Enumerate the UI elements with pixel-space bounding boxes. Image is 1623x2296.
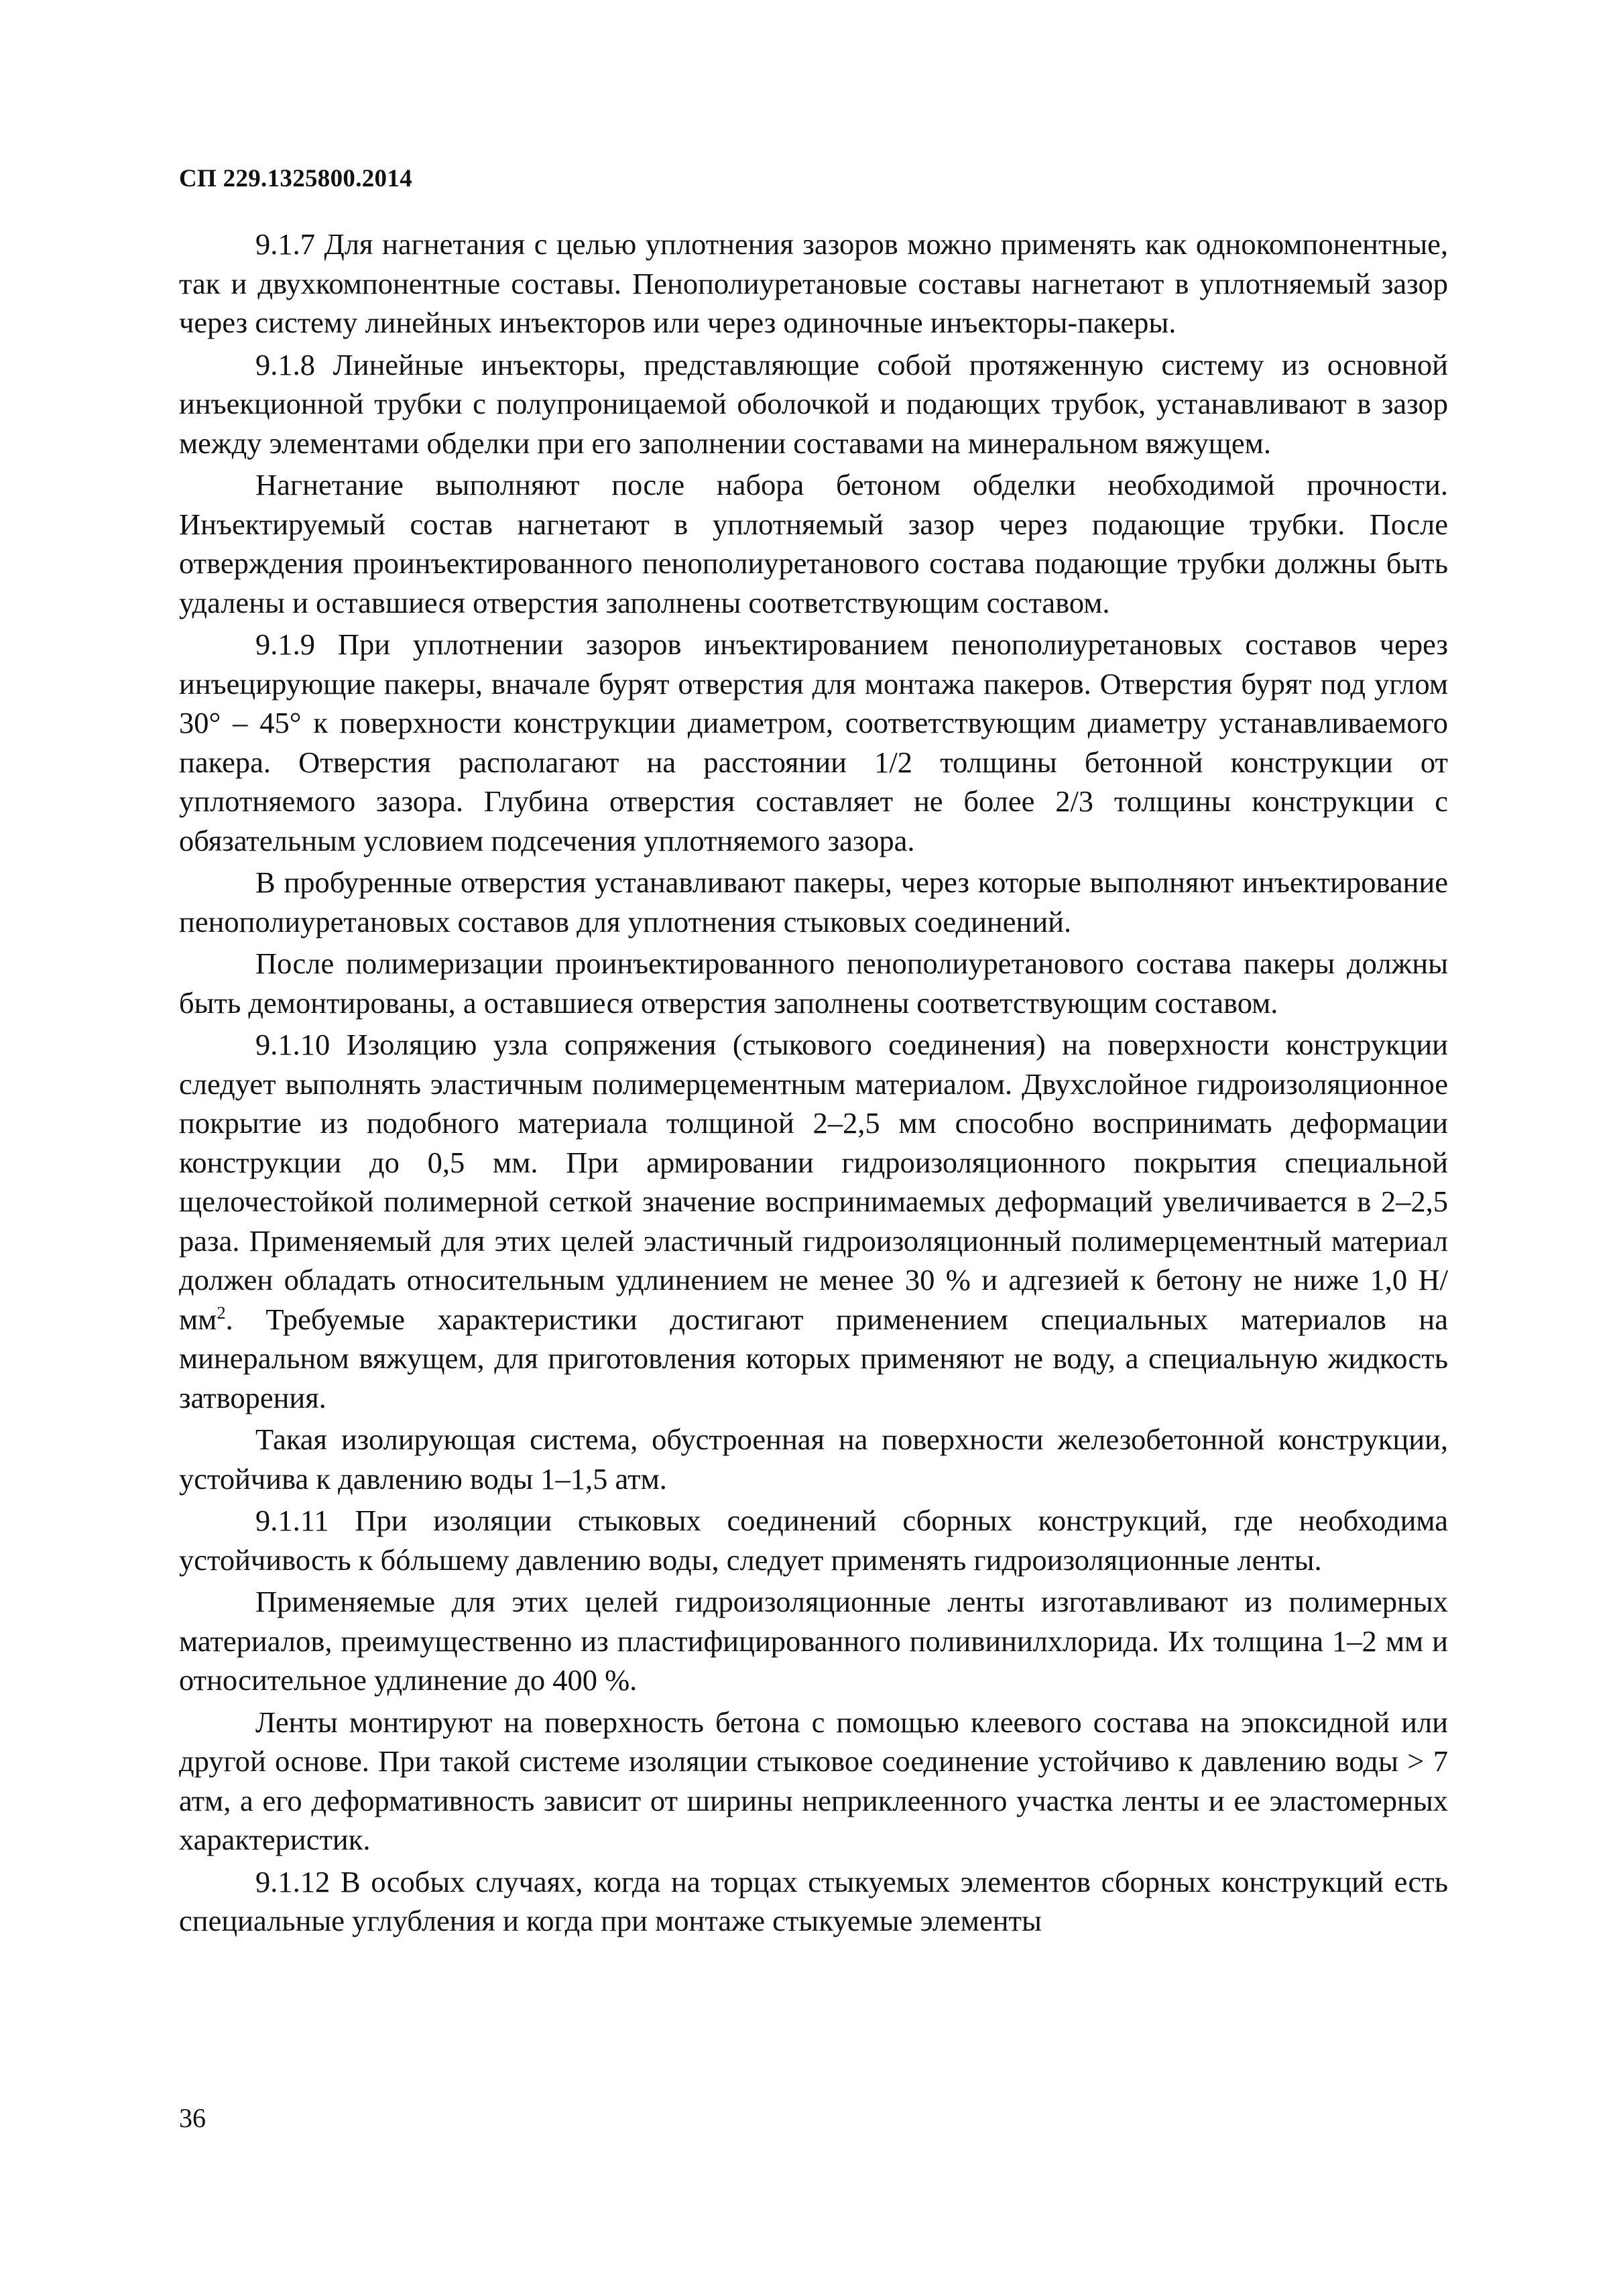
paragraph-packer-removal: После полимеризации проинъектированного пенополиуретанового состава пакеры должны быть демонтированы, а оставшиеся отверстия заполнены соответствующим составом. [179,947,1448,1020]
paragraph-9-1-10 [179,1025,1448,1417]
document-code-header: СП 229.1325800.2014 [179,165,412,192]
paragraph-9-1-10-text: 9.1.10 Изоляцию узла сопряжения (стыкового соединения) на поверхности конструкции следует выполнять эластичным полимерцементным материалом. Двухслойное гидроизоляционное покрытие из подобного материала толщиной 2–2,5 мм способно воспринимать деформации конструкции до 0,5 мм. При армировании гидроизоляционного покрытия специальной щелочестойкой полимерной сеткой значение воспринимаемых деформаций увеличивается в 2–2,5 раза. Применяемый для этих целей эластичный гидроизоляционный полимерцементный материал должен обладать относительным удлинением не менее 30 % и адгезией к бетону не ниже 1,0 Н/мм [179,1028,1448,1336]
paragraph-tape-materials: Применяемые для этих целей гидроизоляционные ленты изготавливают из полимерных материалов, преимущественно из пластифицированного поливинилхлорида. Их толщина 1–2 мм и относительное удлинение до 400 %. [179,1585,1448,1697]
page-number: 36 [179,2103,206,2133]
paragraph-9-1-11: 9.1.11 При изоляции стыковых соединений сборных конструкций, где необходима устойчивость к бóльшему давлению воды, следует применять гидроизоляционные ленты. [179,1504,1448,1577]
paragraph-injection-procedure: Нагнетание выполняют после набора бетоном обделки необходимой прочности. Инъектируемый состав нагнетают в уплотняемый зазор через подающие трубки. После отверждения проинъектированного пенополиуретанового состава подающие трубки должны быть удалены и оставшиеся отверстия заполнены соответствующим составом. [179,468,1448,619]
paragraph-9-1-8: 9.1.8 Линейные инъекторы, представляющие собой протяженную систему из основной инъекционной трубки с полупроницаемой оболочкой и подающих трубок, устанавливают в зазор между элементами обделки при его заполнении составами на минеральном вяжущем. [179,347,1448,460]
superscript-squared: 2 [217,1302,226,1323]
paragraph-9-1-10-tail: . Требуемые характеристики достигают применением специальных материалов на минеральном вяжущем, для приготовления которых применяют не воду, а специальную жидкость затворения. [179,1302,1448,1414]
paragraph-9-1-7: 9.1.7 Для нагнетания с целью уплотнения зазоров можно применять как однокомпонентные, так и двухкомпонентные составы. Пенополиуретановые составы нагнетают в уплотняемый зазор через систему линейных инъекторов или через одиночные инъекторы-пакеры. [179,227,1448,339]
paragraph-tape-mounting: Ленты монтируют на поверхность бетона с помощью клеевого состава на эпоксидной или другой основе. При такой системе изоляции стыковое соединение устойчиво к давлению воды > 7 атм, а его деформативность зависит от ширины неприклеенного участка ленты и ее эластомерных характеристик. [179,1705,1448,1856]
paragraph-packer-install: В пробуренные отверстия устанавливают пакеры, через которые выполняют инъектирование пенополиуретановых составов для уплотнения стыковых соединений. [179,865,1448,939]
paragraph-9-1-12: 9.1.12 В особых случаях, когда на торцах стыкуемых элементов сборных конструкций есть специальные углубления и когда при монтаже стыкуемые элементы [179,1864,1448,1937]
paragraph-9-1-9: 9.1.9 При уплотнении зазоров инъектированием пенополиуретановых составов через инъецирующие пакеры, вначале бурят отверстия для монтажа пакеров. Отверстия бурят под углом 30° – 45° к поверхности конструкции диаметром, соответствующим диаметру устанавливаемого пакера. Отверстия располагают на расстоянии 1/2 толщины бетонной конструкции от уплотняемого зазора. Глубина отверстия составляет не более 2/3 толщины конструкции с обязательным условием подсечения уплотняемого зазора. [179,627,1448,857]
document-body [179,225,1448,1941]
paragraph-insulating-system: Такая изолирующая система, обустроенная на поверхности железобетонной конструкции, устойчива к давлению воды 1–1,5 атм. [179,1423,1448,1496]
